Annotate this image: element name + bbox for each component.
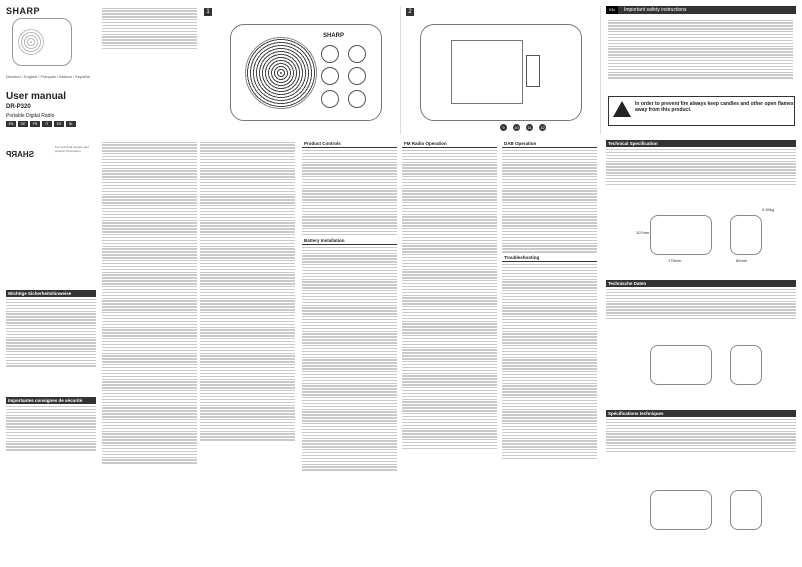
callout-numbers — [500, 124, 546, 131]
section-heading: Technical Specification — [606, 140, 796, 147]
dimension-drawing-side — [730, 345, 762, 385]
radio-thumbnail — [12, 18, 72, 66]
spec-tech-column — [606, 410, 796, 454]
lang-tab: FR — [30, 121, 40, 127]
back-diagram-panel — [400, 6, 601, 134]
controls-column — [302, 140, 397, 472]
warning-text: In order to prevent fire always keep candles and other open flames away from this product. — [635, 101, 794, 113]
dimension-drawing — [650, 345, 712, 385]
lang-tag: EN — [606, 6, 618, 14]
section-heading: Importantes consignes de sécurité — [6, 397, 96, 404]
brand-logo: SHARP — [6, 6, 41, 16]
section-heading: DAB Operation — [502, 140, 597, 148]
section-heading: FM Radio Operation — [402, 140, 497, 148]
safety-heading: Important safety instructions — [606, 6, 796, 14]
language-note: Deutsch / English / Français / Italiano / Español — [6, 74, 90, 79]
model-number: DR-P320 — [6, 104, 31, 110]
section-heading: Troubleshooting — [502, 254, 597, 262]
wichtig-column — [6, 290, 96, 452]
section-heading: Battery Installation — [302, 237, 397, 245]
dimension-drawing-side — [730, 215, 762, 255]
panel-number: 2 — [406, 8, 414, 16]
port-panel — [526, 55, 540, 87]
fm-column — [402, 140, 497, 451]
radio-front-illustration — [230, 24, 382, 121]
height-label: 107mm — [636, 230, 650, 235]
section-heading: Spécifications techniques — [606, 410, 796, 417]
speaker-grille — [245, 37, 317, 109]
callout: 10 — [514, 125, 519, 130]
depth-label: 80mm — [736, 258, 748, 263]
fire-warning-box — [608, 96, 795, 126]
lang-tab: NL — [66, 121, 76, 127]
callout: 11 — [527, 125, 532, 130]
language-tabs — [6, 121, 76, 127]
weight-label: 0.55kg — [762, 207, 775, 212]
front-brand: SHARP — [323, 33, 345, 39]
panel-number: 1 — [204, 8, 212, 16]
lang-tab: EN — [6, 121, 16, 127]
lang-tab: ES — [54, 121, 64, 127]
dimension-drawing — [650, 490, 712, 530]
tech-daten-column — [606, 280, 796, 321]
dimension-drawing-side — [730, 490, 762, 530]
manual-title: User manual — [6, 91, 67, 102]
cover-panel — [0, 0, 100, 567]
mirrored-logo: SHARP — [6, 150, 35, 159]
warning-icon — [613, 101, 631, 117]
width-label: 175mm — [668, 258, 682, 263]
support-note: For technical support and product information — [55, 145, 89, 153]
spec-column — [606, 140, 796, 187]
section-heading: Technische Daten — [606, 280, 796, 287]
callout: 9 — [500, 124, 507, 131]
button-cluster — [321, 45, 371, 109]
radio-back-illustration — [420, 24, 582, 121]
safety-text — [608, 18, 793, 80]
text-column-2 — [102, 140, 197, 465]
text-column-3 — [200, 140, 295, 442]
lang-tab: IT — [42, 121, 52, 127]
callout: 12 — [540, 125, 545, 130]
battery-cover — [451, 40, 523, 104]
section-heading: Product Controls — [302, 140, 397, 148]
front-diagram-panel — [200, 6, 401, 134]
dab-column — [502, 140, 597, 461]
intro-text-column — [102, 6, 197, 51]
section-heading: Wichtige Sicherheitshinweise — [6, 290, 96, 297]
dimension-drawing — [650, 215, 712, 255]
lang-tab: DE — [18, 121, 28, 127]
product-subtitle: Portable Digital Radio — [6, 113, 55, 119]
